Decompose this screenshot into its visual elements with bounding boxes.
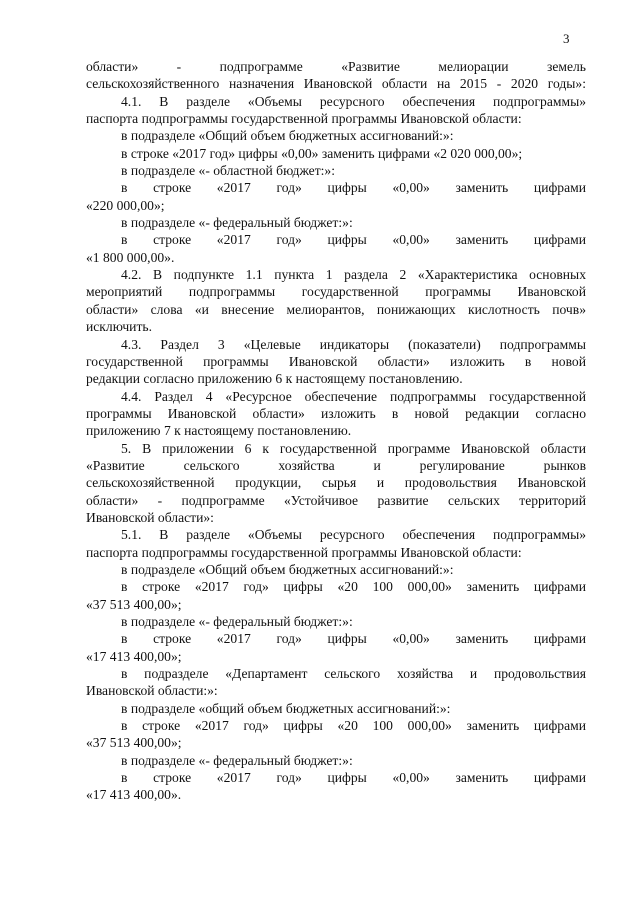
- text-line: сельскохозяйственного назначения Ивановской области на 2015 - 2020 годы»:: [86, 76, 586, 92]
- page-number: 3: [563, 31, 570, 46]
- text-line: в строке «2017 год» цифры «0,00» заменить цифрами: [121, 631, 586, 647]
- document-body: [86, 58, 586, 804]
- text-line: «17 413 400,00».: [86, 787, 182, 803]
- text-line: в строке «2017 год» цифры «20 100 000,00» заменить цифрами: [121, 718, 586, 734]
- text-line: мероприятий подпрограммы государственной программы Ивановской: [86, 284, 586, 300]
- text-line: области» слова «и внесение мелиорантов, понижающих кислотность почв»: [86, 301, 586, 317]
- text-line: Ивановской области:»:: [86, 683, 218, 699]
- text-line: в строке «2017 год» цифры «20 100 000,00» заменить цифрами: [121, 579, 586, 595]
- text-line: программы Ивановской области» изложить в новой редакции согласно: [86, 405, 586, 421]
- text-line: государственной программы Ивановской области» изложить в новой: [86, 353, 586, 369]
- text-line: в строке «2017 год» цифры «0,00» заменить цифрами: [121, 770, 586, 786]
- text-line: «37 513 400,00»;: [86, 596, 182, 612]
- text-line: паспорта подпрограммы государственной программы Ивановской области:: [86, 544, 522, 560]
- text-line: в подразделе «Департамент сельского хозяйства и продовольствия: [121, 666, 586, 682]
- text-line: 5. В приложении 6 к государственной программе Ивановской области: [121, 440, 586, 456]
- text-line: «220 000,00»;: [86, 197, 165, 213]
- text-line: приложению 7 к настоящему постановлению.: [86, 423, 352, 439]
- text-line: в подразделе «- федеральный бюджет:»:: [121, 215, 353, 231]
- text-line: в подразделе «- областной бюджет:»:: [121, 163, 336, 179]
- text-line: области» - подпрограмме «Устойчивое развитие сельских территорий: [86, 492, 586, 508]
- text-line: в подразделе «общий объем бюджетных ассигнований:»:: [121, 700, 451, 716]
- text-line: сельскохозяйственной продукции, сырья и продовольствия Ивановской: [86, 475, 586, 491]
- text-line: в строке «2017 год» цифры «0,00» заменить цифрами: [121, 232, 586, 248]
- text-line: в строке «2017 год» цифры «0,00» заменить цифрами: [121, 180, 586, 196]
- text-line: «37 513 400,00»;: [86, 735, 182, 751]
- text-line: в подразделе «Общий объем бюджетных ассигнований:»:: [121, 561, 454, 577]
- text-line: в подразделе «- федеральный бюджет:»:: [121, 614, 353, 629]
- text-line: 4.1. В разделе «Объемы ресурсного обеспечения подпрограммы»: [121, 93, 586, 109]
- text-line: редакции согласно приложению 6 к настоящему постановлению.: [86, 371, 463, 387]
- text-line: «1 800 000,00».: [86, 249, 175, 265]
- text-line: в подразделе «- федеральный бюджет:»:: [121, 752, 353, 768]
- text-line: Ивановской области»:: [86, 509, 214, 525]
- text-line: в подразделе «Общий объем бюджетных ассигнований:»:: [121, 128, 454, 144]
- text-line: «Развитие сельского хозяйства и регулирование рынков: [86, 457, 586, 473]
- text-line: «17 413 400,00»;: [86, 648, 182, 664]
- text-line: исключить.: [86, 319, 152, 335]
- text-line: 4.4. Раздел 4 «Ресурсное обеспечение подпрограммы государственной: [121, 388, 586, 404]
- text-line: 4.3. Раздел 3 «Целевые индикаторы (показатели) подпрограммы: [121, 336, 586, 352]
- text-line: области» - подпрограмме «Развитие мелиорации земель: [86, 59, 586, 74]
- text-line: 4.2. В подпункте 1.1 пункта 1 раздела 2 «Характеристика основных: [121, 267, 586, 283]
- text-line: паспорта подпрограммы государственной программы Ивановской области:: [86, 111, 522, 127]
- text-line: 5.1. В разделе «Объемы ресурсного обеспечения подпрограммы»: [121, 527, 586, 543]
- text-line: в строке «2017 год» цифры «0,00» заменить цифрами «2 020 000,00»;: [121, 145, 523, 161]
